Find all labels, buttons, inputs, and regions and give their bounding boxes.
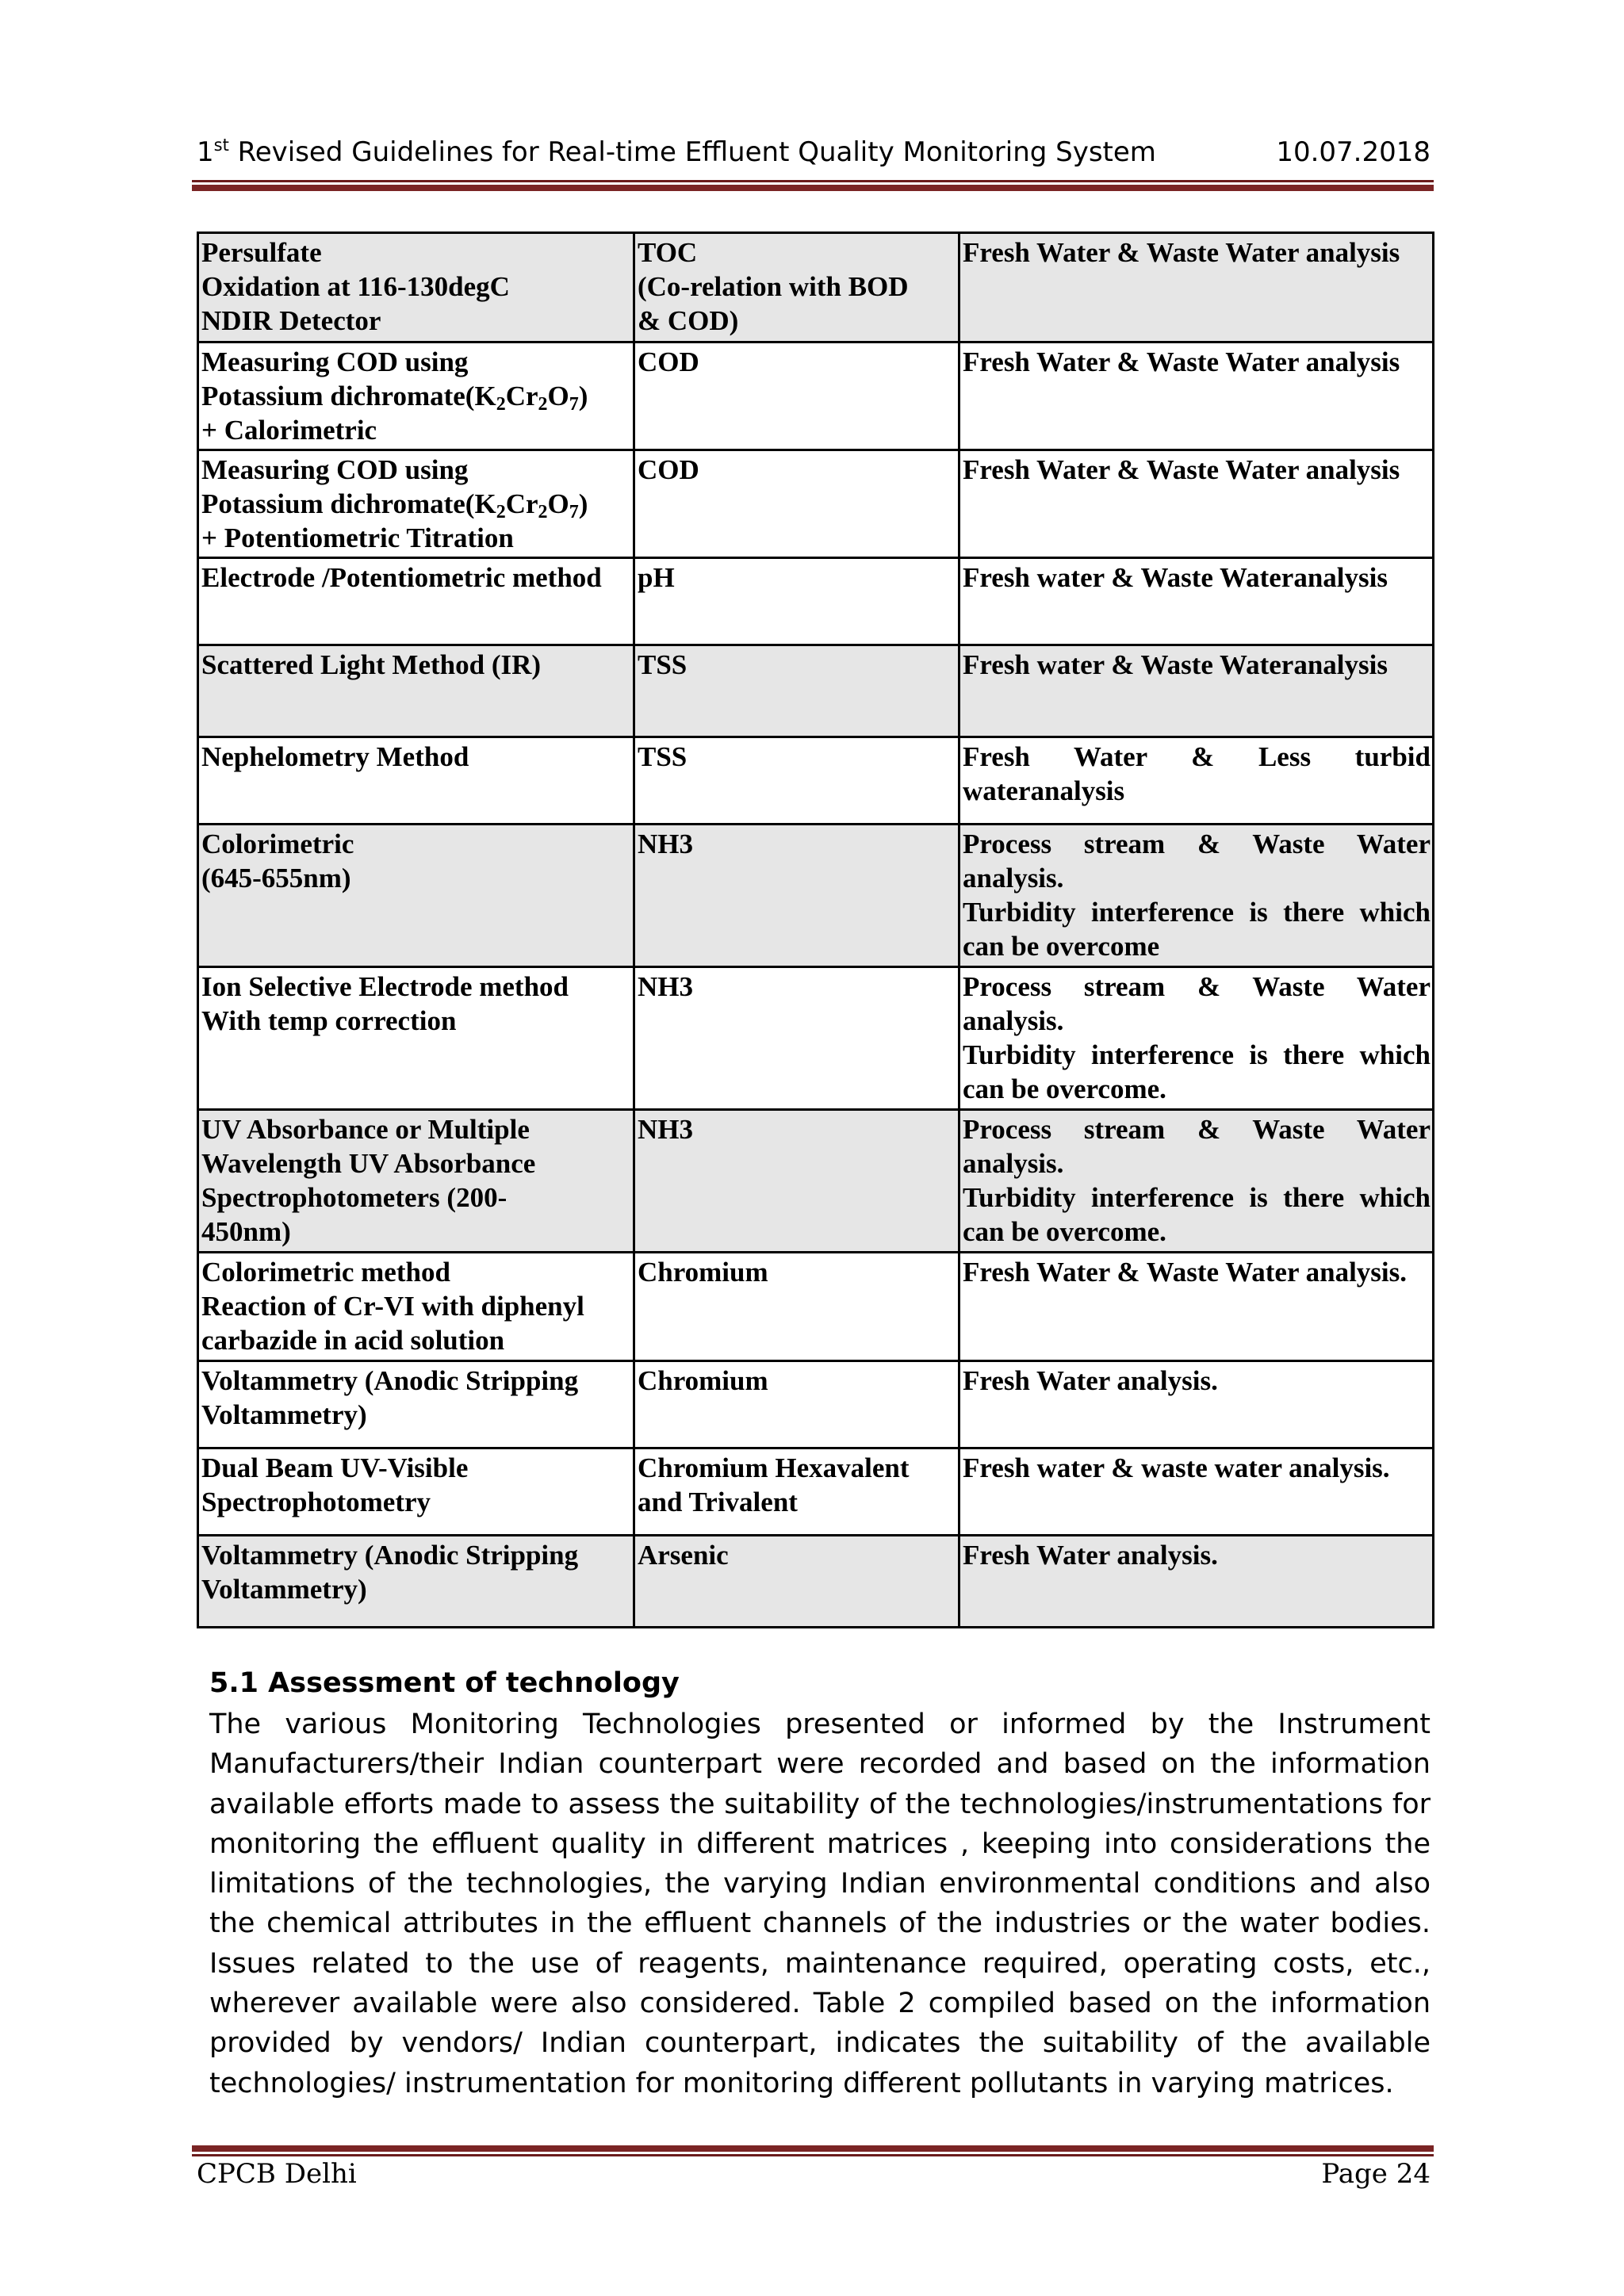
- section-heading: 5.1 Assessment of technology: [209, 1667, 680, 1699]
- parameter-cell: TSS: [634, 737, 959, 825]
- method-cell: Scattered Light Method (IR): [198, 645, 634, 737]
- table-row: [198, 825, 1434, 967]
- method-line: Measuring COD using: [201, 454, 469, 485]
- parameter-cell: Arsenic: [634, 1536, 959, 1628]
- assessment-section: [209, 1663, 1431, 2103]
- table-row: [198, 342, 1434, 450]
- technology-table: [197, 232, 1434, 1628]
- application-cell: Fresh Water & Waste Water analysis: [959, 450, 1434, 558]
- table-row: [198, 1110, 1434, 1253]
- parameter-cell: NH3: [634, 1110, 959, 1253]
- page-footer: [197, 2158, 1431, 2198]
- method-cell: Colorimetric method Reaction of Cr-VI with diphenyl carbazide in acid solution: [198, 1253, 634, 1361]
- method-line: + Calorimetric: [201, 415, 377, 446]
- application-line: Process stream & Waste Water analysis.: [963, 828, 1431, 894]
- parameter-cell: COD: [634, 450, 959, 558]
- chemical-formula: Potassium $dichromate(K_2Cr_2O_7)$: [201, 488, 588, 522]
- application-cell: Fresh water & Waste Wateranalysis: [959, 645, 1434, 737]
- application-note: Turbidity interference is there which can be overcome.: [963, 1039, 1431, 1104]
- application-line: Process stream & Waste Water analysis.: [963, 971, 1431, 1036]
- method-line: + Potentiometric Titration: [201, 522, 514, 553]
- application-cell: Fresh water & waste water analysis.: [959, 1448, 1434, 1536]
- parameter-cell: Chromium Hexavalent and Trivalent: [634, 1448, 959, 1536]
- header-rule-thick: [192, 185, 1434, 191]
- footer-rule-thick: [192, 2145, 1434, 2152]
- method-line: Measuring COD using: [201, 346, 469, 377]
- page-number: Page 24: [1321, 2158, 1431, 2190]
- parameter-cell: NH3: [634, 967, 959, 1110]
- method-cell: UV Absorbance or Multiple Wavelength UV Absorbance Spectrophotometers (200- 450nm): [198, 1110, 634, 1253]
- table-row: [198, 737, 1434, 825]
- chemical-formula: Potassium $dichromate(K_2Cr_2O_7)$: [201, 381, 588, 415]
- method-cell: Voltammetry (Anodic Stripping Voltammetry): [198, 1361, 634, 1448]
- title-text: Revised Guidelines for Real-time Effluent Quality Monitoring System: [228, 136, 1156, 168]
- application-note: Turbidity interference is there which can be overcome.: [963, 1182, 1431, 1247]
- header-rule-thin: [192, 180, 1434, 182]
- application-cell: Fresh Water & Waste Water analysis: [959, 342, 1434, 450]
- application-cell: Fresh water & Waste Wateranalysis: [959, 558, 1434, 645]
- table-row: [198, 233, 1434, 342]
- parameter-cell: pH: [634, 558, 959, 645]
- table-row: [198, 1361, 1434, 1448]
- application-cell: [959, 967, 1434, 1110]
- application-note: Turbidity interference is there which can be overcome: [963, 897, 1431, 962]
- parameter-cell: TSS: [634, 645, 959, 737]
- table-row: [198, 558, 1434, 645]
- table-row: [198, 645, 1434, 737]
- table-row: [198, 450, 1434, 558]
- method-cell: Dual Beam UV-Visible Spectrophotometry: [198, 1448, 634, 1536]
- title-prefix: 1: [197, 136, 214, 168]
- document-date: 10.07.2018: [1276, 136, 1431, 168]
- application-cell: Fresh Water & Waste Water analysis.: [959, 1253, 1434, 1361]
- footer-rule-thin: [192, 2154, 1434, 2156]
- method-cell: Persulfate Oxidation at 116-130degC NDIR Detector: [198, 233, 634, 342]
- title-superscript: st: [213, 136, 229, 155]
- application-cell: Fresh Water & Waste Water analysis: [959, 233, 1434, 342]
- table-row: [198, 1448, 1434, 1536]
- application-cell: Fresh Water analysis.: [959, 1536, 1434, 1628]
- parameter-cell: Chromium: [634, 1361, 959, 1448]
- parameter-cell: COD: [634, 342, 959, 450]
- application-cell: [959, 1110, 1434, 1253]
- application-cell: Fresh Water & Less turbid wateranalysis: [959, 737, 1434, 825]
- footer-organization: CPCB Delhi: [197, 2158, 357, 2190]
- method-cell: Voltammetry (Anodic Stripping Voltammetry): [198, 1536, 634, 1628]
- method-cell: Electrode /Potentiometric method: [198, 558, 634, 645]
- application-cell: Fresh Water analysis.: [959, 1361, 1434, 1448]
- method-cell: Nephelometry Method: [198, 737, 634, 825]
- parameter-cell: NH3: [634, 825, 959, 967]
- application-line: Process stream & Waste Water analysis.: [963, 1114, 1431, 1179]
- method-cell: [198, 342, 634, 450]
- parameter-cell: Chromium: [634, 1253, 959, 1361]
- application-cell: [959, 825, 1434, 967]
- table-row: [198, 1253, 1434, 1361]
- table-row: [198, 1536, 1434, 1628]
- document-title: [197, 136, 1156, 168]
- page-header: [197, 133, 1431, 176]
- parameter-cell: TOC (Co-relation with BOD & COD): [634, 233, 959, 342]
- method-cell: Colorimetric (645-655nm): [198, 825, 634, 967]
- table-row: [198, 967, 1434, 1110]
- method-cell: [198, 450, 634, 558]
- section-body: The various Monitoring Technologies presented or informed by the Instrument Manufacturers/their Indian counterpart were recorded and based on the information available efforts made to assess the suitability of the technologies/instrumentations for monitoring the effluent quality in different matrices , keeping into considerations the limitations of the technologies, the varying Indian environmental conditions and also the chemical attributes in the effluent channels of the industries or the water bodies. Issues related to the use of reagents, maintenance required, operating costs, etc., wherever available were also considered. Table 2 compiled based on the information provided by vendors/ Indian counterpart, indicates the suitability of the available technologies/ instrumentation for monitoring different pollutants in varying matrices.: [209, 1709, 1431, 2099]
- method-cell: Ion Selective Electrode method With temp correction: [198, 967, 634, 1110]
